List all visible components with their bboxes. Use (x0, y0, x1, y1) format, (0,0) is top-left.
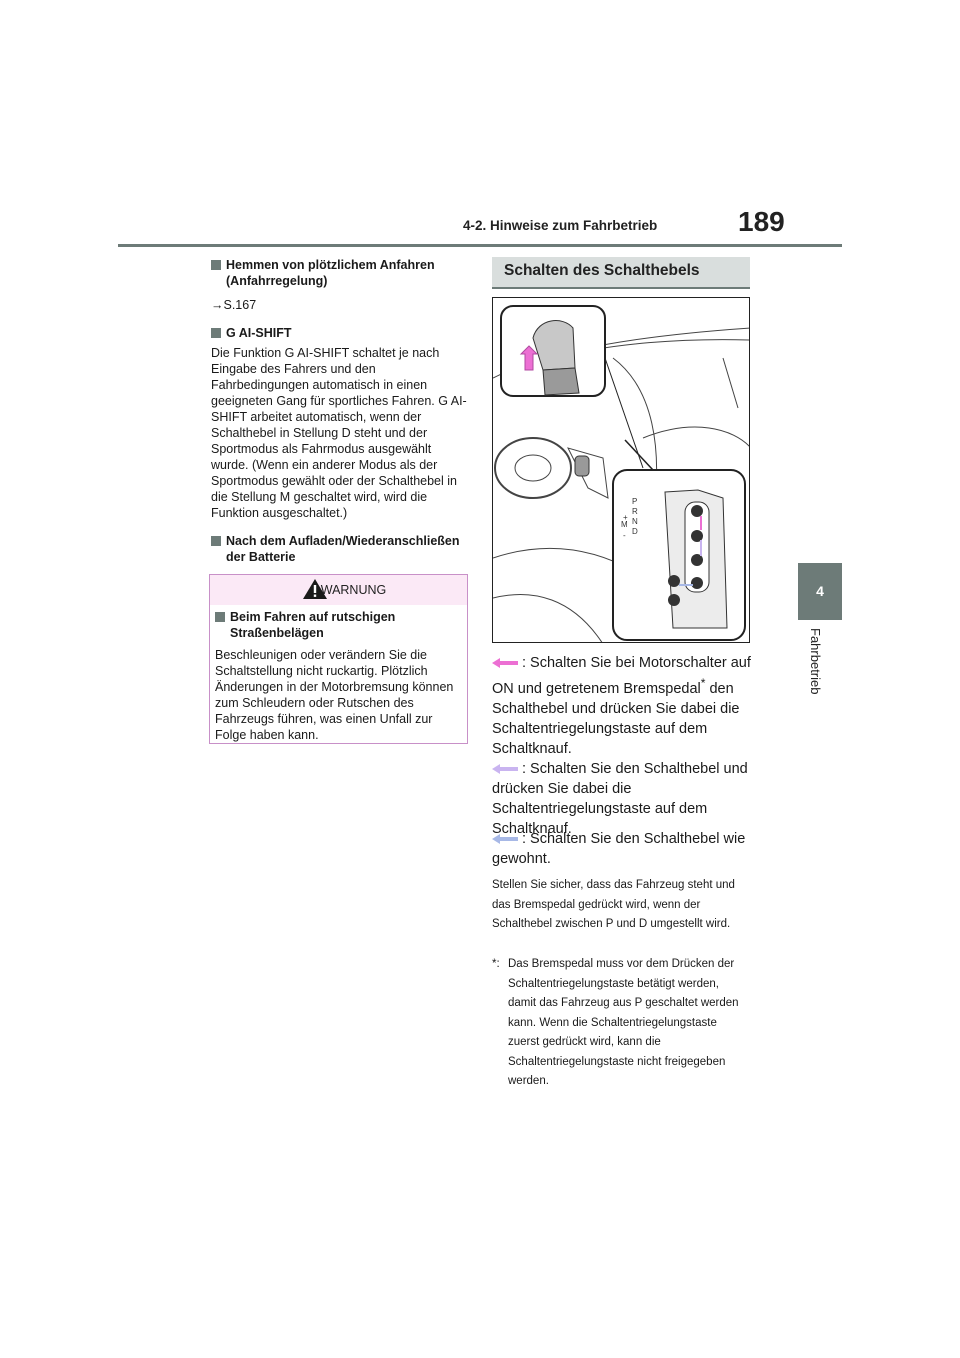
interior-drawing (493, 298, 750, 643)
legend-item-1 (492, 653, 752, 759)
gear-label-plus: + (623, 513, 628, 522)
gear-label-p: P (632, 497, 638, 506)
chapter-tab: 4 (798, 563, 842, 620)
section-title: 4-2. Hinweise zum Fahrbetrieb (463, 218, 658, 233)
legend-1-text: : Schalten Sie bei Motorschalter auf ON und getretenem Bremspedal (492, 655, 751, 697)
warning-text: Beschleunigen oder verändern Sie die Schaltstellung nicht ruckartig. Plötzlich Änderungen in der Motorbremsung können zum Schleudern oder Rutschen des Fahrzeugs führen, was einen Unfall zur Folge haben kann. (215, 648, 454, 742)
legend-3-text: : Schalten Sie den Schalthebel wie gewohnt. (492, 831, 746, 867)
lavender-arrow-icon (492, 764, 518, 774)
legend-item-2 (492, 759, 752, 839)
warning-title: WARNUNG (320, 583, 387, 597)
note-paragraph: Stellen Sie sicher, dass das Fahrzeug steht und das Bremspedal gedrückt wird, wenn der Schalthebel zwischen P und D umgestellt wird. (492, 879, 735, 930)
footnote-text: Das Bremspedal muss vor dem Drücken der Schaltentriegelungstaste betätigt werden, damit das Fahrzeug aus P geschaltet werden kann. Wenn die Schaltentriegelungstaste zuerst gedrückt wird, kann die Schaltentriegelungstaste nicht freigegeben werden. (508, 958, 739, 1087)
gear-label-r: R (632, 507, 638, 516)
pink-arrow-icon (492, 658, 518, 668)
warning-box (209, 574, 468, 744)
footnote (492, 955, 750, 1092)
warning-content (215, 609, 465, 755)
chapter-label: Fahrbetrieb (808, 628, 823, 695)
section-heading-bar (492, 257, 750, 289)
heading-g-ai-shift: G AI-SHIFT (211, 325, 471, 341)
footnote-marker: * (700, 676, 706, 690)
warning-header (210, 575, 467, 605)
footnote-mark: *: (492, 958, 500, 970)
blue-arrow-icon (492, 834, 518, 844)
legend-1-text-continued: den Schalthebel und drücken Sie dabei die Schaltentriegelungstaste auf dem Schaltknauf. (492, 680, 740, 757)
left-column (211, 257, 471, 601)
heading-anfahrregelung: Hemmen von plötzlichem Anfahren (Anfahrregelung) (211, 257, 471, 289)
gear-label-m: M (621, 520, 628, 529)
legend-item-3 (492, 829, 752, 869)
gear-label-minus: - (623, 531, 626, 540)
heading-batterie: Nach dem Aufladen/Wiederanschließen der Batterie (211, 533, 471, 565)
header-rule (118, 244, 842, 247)
paragraph-g-ai-shift: Die Funktion G AI-SHIFT schaltet je nach Eingabe des Fahrers und den Fahrbedingungen automatisch in einen geeigneten Gang für sportliches Fahren. G AI-SHIFT arbeitet automatisch, wenn der Schalthebel in Stellung D steht und der Sportmodus als Fahrmodus ausgewählt wurde. (Wenn ein anderer Modus als der Sportmodus gewählt oder der Schalthebel in die Stellung M geschaltet wird, wird die Funktion ausgeschaltet.) (211, 346, 467, 520)
shift-lever-illustration (492, 297, 750, 643)
section-heading: Schalten des Schalthebels (504, 262, 700, 279)
legend-2-text: : Schalten Sie den Schalthebel und drücken Sie dabei die Schaltentriegelungstaste auf dem Schaltknauf. (492, 761, 748, 837)
page-reference-link[interactable]: →S.167 (211, 298, 257, 312)
warning-heading: Beim Fahren auf rutschigen Straßenbelägen (215, 609, 465, 641)
gear-label-n: N (632, 517, 638, 526)
page-number: 189 (738, 206, 785, 237)
gear-label-d: D (632, 527, 638, 536)
